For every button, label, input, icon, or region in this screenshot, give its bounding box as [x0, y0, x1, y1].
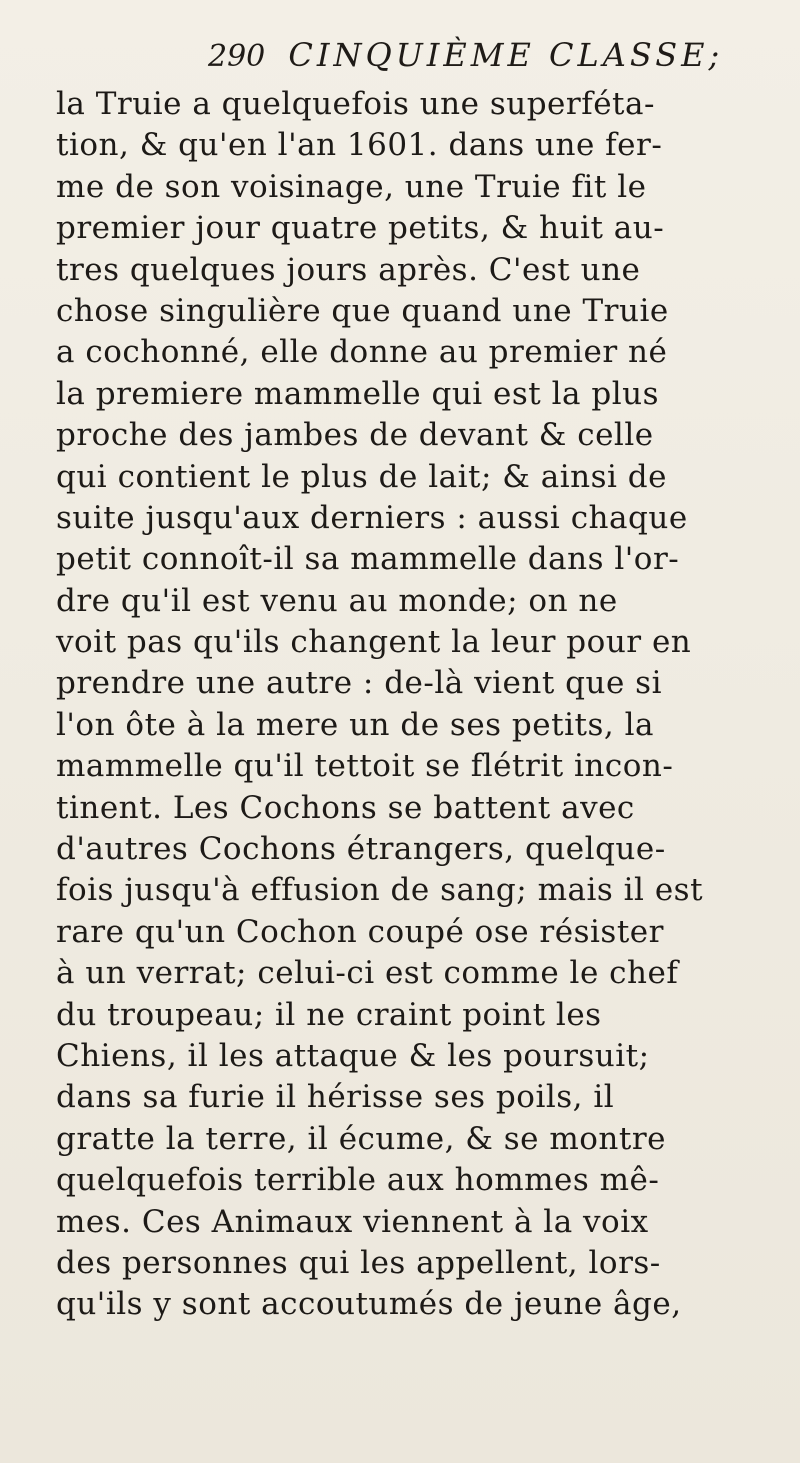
text-line: rare qu'un Cochon coupé ose résister: [56, 913, 664, 950]
text-line: l'on ôte à la mere un de ses petits, la: [56, 706, 654, 743]
text-line: dre qu'il est venu au monde; on ne: [56, 582, 618, 619]
page-number: 290: [208, 39, 266, 74]
text-line: tion, & qu'en l'an 1601. dans une fer-: [56, 127, 663, 164]
text-line: à un verrat; celui-ci est comme le chef: [56, 955, 679, 992]
text-line: a cochonné, elle donne au premier né: [56, 334, 668, 371]
text-line: mes. Ces Animaux viennent à la voix: [56, 1203, 649, 1240]
text-line: la Truie a quelquefois une superféta-: [56, 86, 655, 122]
text-line: la premiere mammelle qui est la plus: [56, 375, 660, 412]
page-header: [208, 36, 723, 86]
text-line: Chiens, il les attaque & les poursuit;: [56, 1037, 650, 1074]
text-line: des personnes qui les appellent, lors-: [56, 1244, 661, 1281]
text-line: gratte la terre, il écume, & se montre: [56, 1120, 667, 1157]
text-line: dans sa furie il hérisse ses poils, il: [56, 1079, 615, 1116]
text-line: tres quelques jours après. C'est une: [56, 251, 641, 288]
text-line: d'autres Cochons étrangers, quelque-: [56, 831, 666, 868]
text-line: prendre une autre : de-là vient que si: [56, 665, 662, 702]
text-line: qu'ils y sont accoutumés de jeune âge,: [56, 1286, 682, 1323]
text-line: qui contient le plus de lait; & ainsi de: [56, 458, 667, 495]
text-line: premier jour quatre petits, & huit au-: [56, 210, 665, 247]
text-line: proche des jambes de devant & celle: [56, 417, 654, 454]
running-head: CINQUIÈME CLASSE;: [288, 36, 724, 74]
text-line: chose singulière que quand une Truie: [56, 292, 669, 329]
text-line: tinent. Les Cochons se battent avec: [56, 789, 635, 826]
text-line: quelquefois terrible aux hommes mê-: [56, 1162, 660, 1199]
text-line: mammelle qu'il tettoit se flétrit incon-: [56, 748, 674, 785]
text-line: voit pas qu'ils changent la leur pour en: [56, 624, 692, 661]
text-line: suite jusqu'aux derniers : aussi chaque: [56, 499, 688, 536]
text-line: me de son voisinage, une Truie fit le: [56, 168, 647, 205]
text-line: petit connoît-il sa mammelle dans l'or-: [56, 541, 680, 578]
text-line: du troupeau; il ne craint point les: [56, 996, 602, 1033]
body-text: [56, 84, 796, 1326]
text-line: fois jusqu'à effusion de sang; mais il est: [56, 872, 704, 909]
